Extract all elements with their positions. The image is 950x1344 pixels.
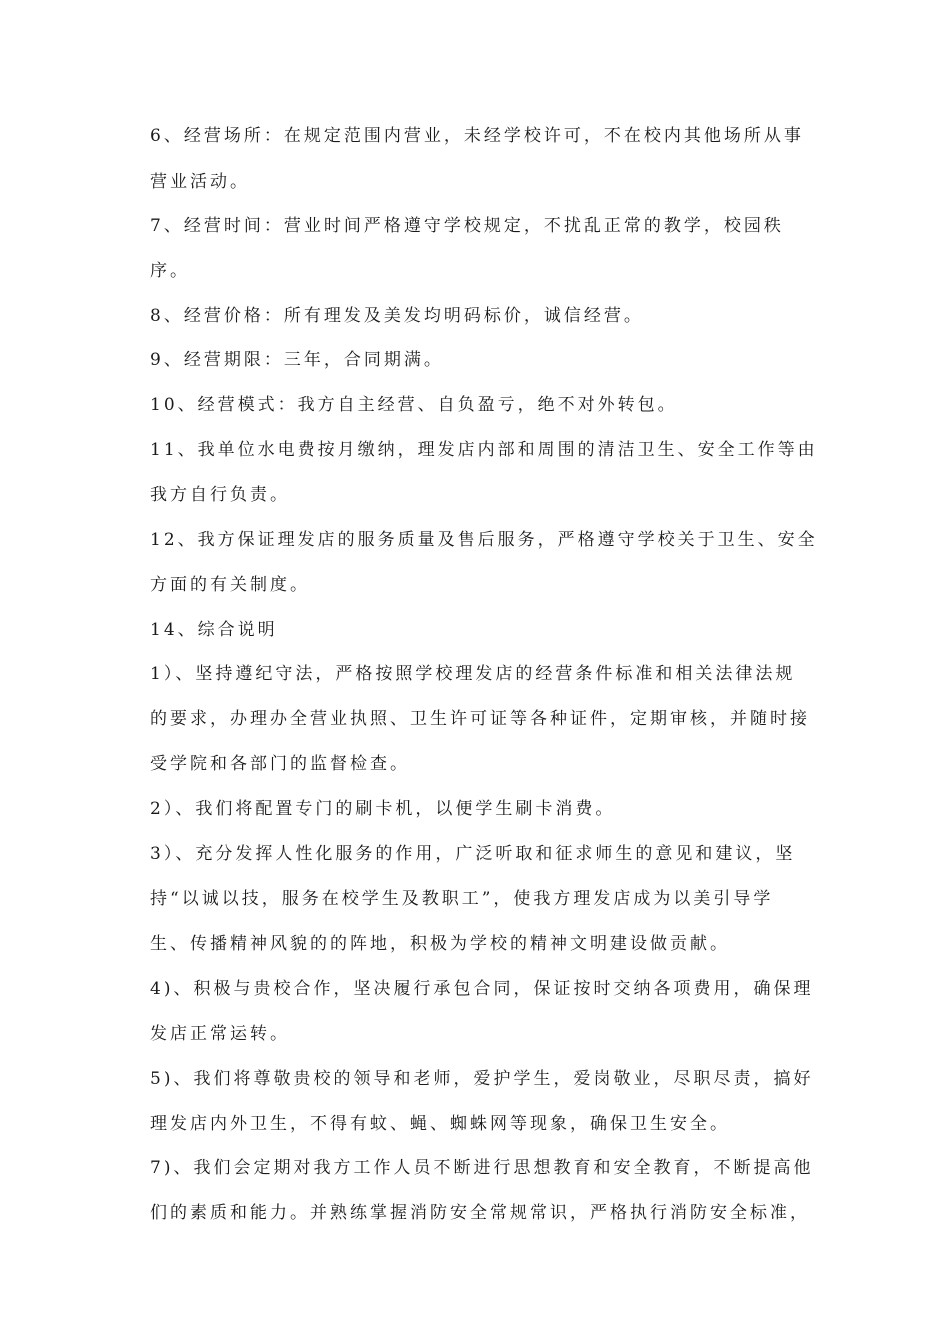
text-line: 5)、我们将尊敬贵校的领导和老师，爱护学生，爱岗敬业，尽职尽责，搞好 <box>150 1069 814 1089</box>
text-line: 8、经营价格：所有理发及美发均明码标价，诚信经营。 <box>150 306 644 326</box>
text-line: 们的素质和能力。并熟练掌握消防安全常规常识，严格执行消防安全标准， <box>150 1203 810 1223</box>
text-line: 10、经营模式：我方自主经营、自负盈亏，绝不对外转包。 <box>150 395 678 415</box>
text-line: 6、经营场所：在规定范围内营业，未经学校许可，不在校内其他场所从事 <box>150 126 804 146</box>
text-line: 持“以诚以技，服务在校学生及教职工”，使我方理发店成为以美引导学 <box>150 889 774 909</box>
text-line: 发店正常运转。 <box>150 1024 290 1044</box>
text-line: 生、传播精神风貌的的阵地，积极为学校的精神文明建设做贡献。 <box>150 934 730 954</box>
text-line: 7)、我们会定期对我方工作人员不断进行思想教育和安全教育，不断提高他 <box>150 1158 814 1178</box>
text-line: 12、我方保证理发店的服务质量及售后服务，严格遵守学校关于卫生、安全 <box>150 530 818 550</box>
text-line: 14、综合说明 <box>150 620 278 640</box>
text-line: 9、经营期限：三年，合同期满。 <box>150 350 444 370</box>
text-line: 2）、我们将配置专门的刷卡机，以便学生刷卡消费。 <box>150 799 616 819</box>
text-line: 11、我单位水电费按月缴纳，理发店内部和周围的清洁卫生、安全工作等由 <box>150 440 818 460</box>
text-line: 3）、充分发挥人性化服务的作用，广泛听取和征求师生的意见和建议，坚 <box>150 844 796 864</box>
text-line: 1）、坚持遵纪守法，严格按照学校理发店的经营条件标准和相关法律法规 <box>150 664 796 684</box>
text-line: 营业活动。 <box>150 172 250 192</box>
text-line: 理发店内外卫生，不得有蚊、蝇、蜘蛛网等现象，确保卫生安全。 <box>150 1114 730 1134</box>
text-line: 7、经营时间：营业时间严格遵守学校规定，不扰乱正常的教学，校园秩 <box>150 216 784 236</box>
text-line: 序。 <box>150 261 190 281</box>
text-line: 方面的有关制度。 <box>150 575 310 595</box>
text-line: 受学院和各部门的监督检查。 <box>150 754 410 774</box>
text-line: 我方自行负责。 <box>150 485 290 505</box>
text-line: 4)、积极与贵校合作，坚决履行承包合同，保证按时交纳各项费用，确保理 <box>150 979 814 999</box>
text-line: 的要求，办理办全营业执照、卫生许可证等各种证件，定期审核，并随时接 <box>150 709 810 729</box>
